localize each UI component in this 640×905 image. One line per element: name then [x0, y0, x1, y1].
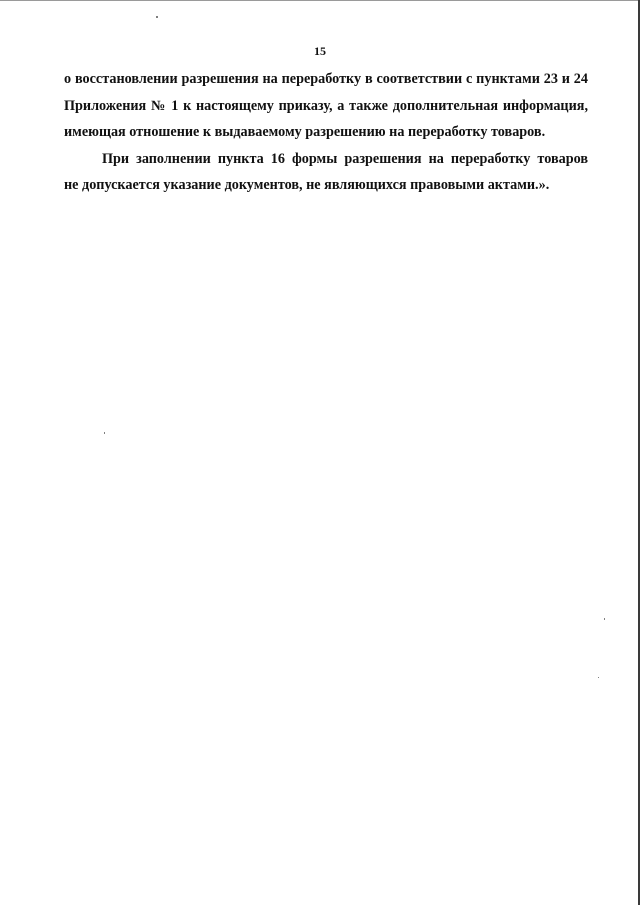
page-number: 15: [314, 44, 326, 58]
paragraph-line: не допускается указание документов, не являющихся правовыми актами.».: [64, 177, 550, 193]
paragraph-line: имеющая отношение к выдаваемому разрешению на переработку товаров.: [64, 124, 546, 140]
paragraph-2: [64, 146, 588, 199]
paragraph-line: Приложения № 1 к настоящему приказу, а также дополнительная информация,: [64, 97, 588, 114]
scan-speck: [156, 16, 158, 18]
scan-speck: [598, 677, 599, 678]
paragraph-1: [64, 66, 588, 146]
body-text: [64, 66, 588, 199]
paragraph-line: о восстановлении разрешения на переработку в соответствии с пунктами 23 и 24: [64, 71, 588, 87]
scan-top-edge: [0, 0, 640, 1]
scan-speck: [104, 432, 105, 434]
paragraph-line: При заполнении пункта 16 формы разрешения на переработку товаров: [102, 150, 588, 167]
scan-speck: [604, 618, 605, 620]
